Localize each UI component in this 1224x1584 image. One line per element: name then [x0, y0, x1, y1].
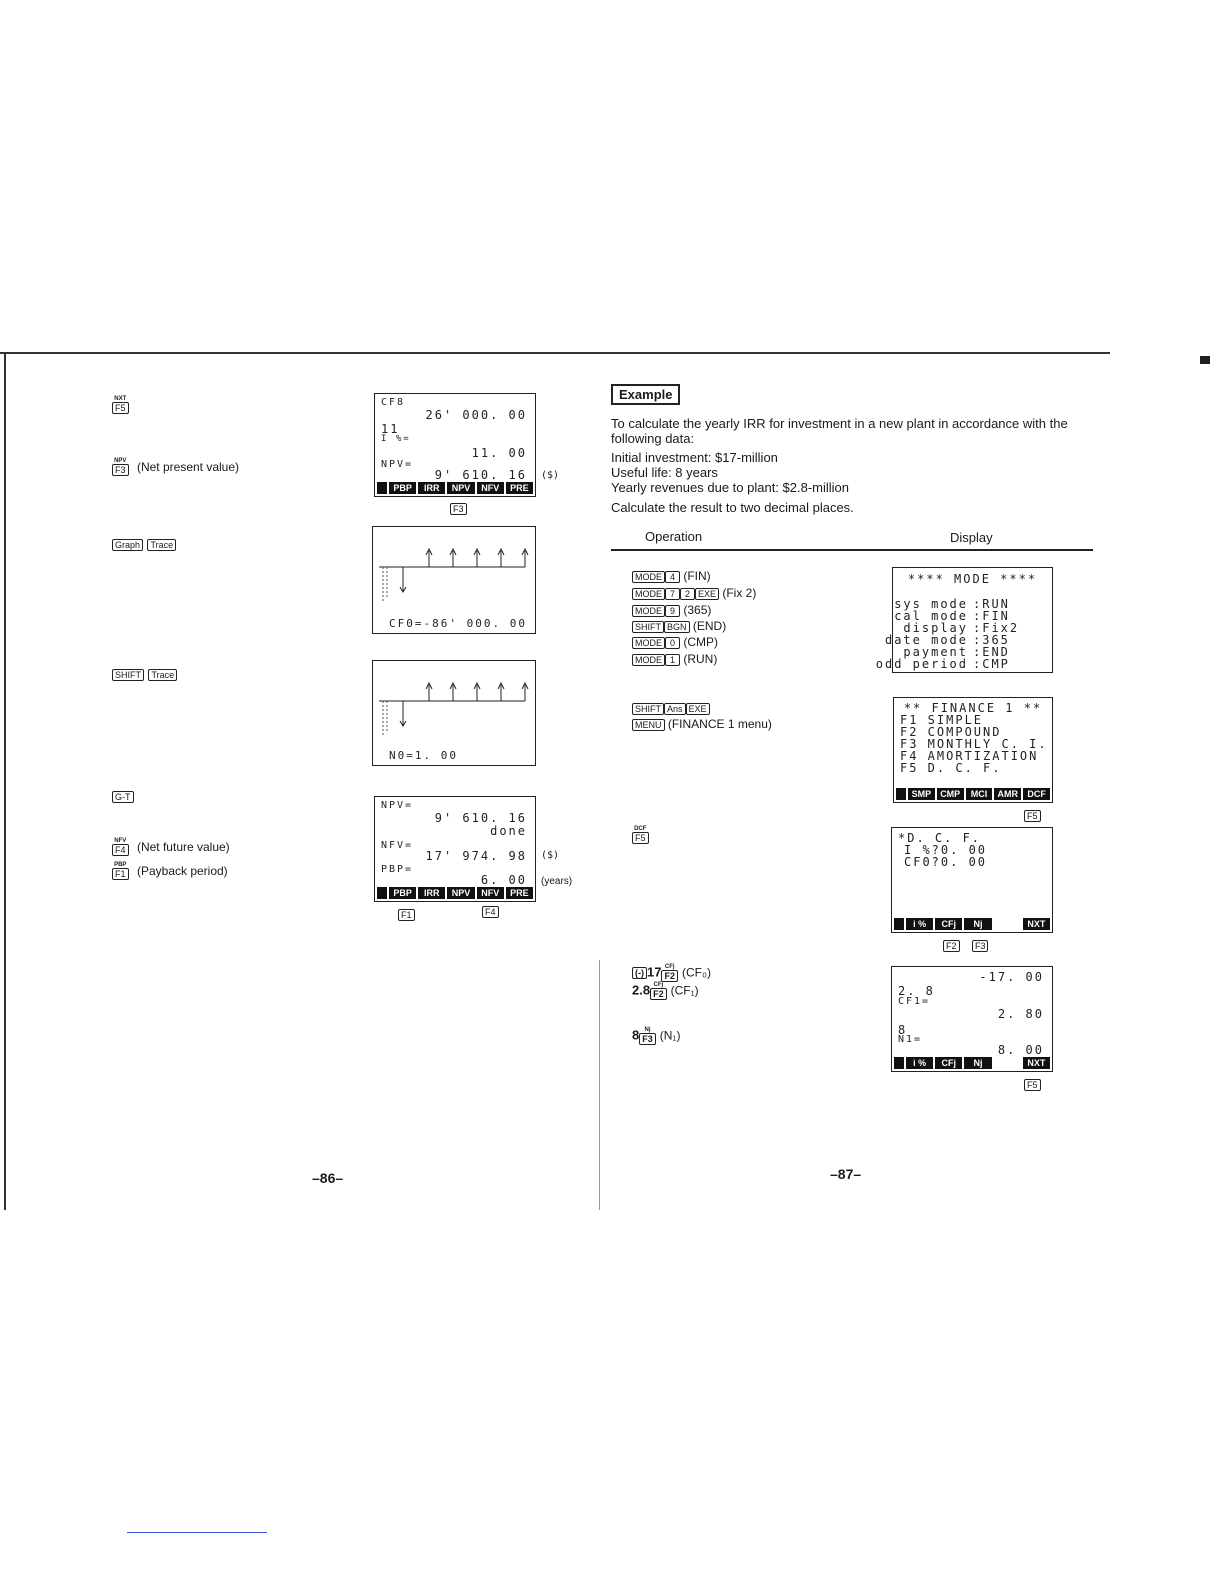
function-menu-bar	[377, 482, 533, 494]
lcd-nfv-pbp-result: NPV= 9' 610. 16 done NFV= 17' 974. 98 PBP= 6. 00 PBP IRR NPV NFV PRE	[374, 796, 536, 902]
step-pbp: PBP F1 (Payback period)	[112, 862, 228, 880]
function-menu-bar	[896, 788, 1050, 800]
lcd-cash-flow-entry: -17. 00 2. 8 CF1= 2. 80 8 N1= 8. 00 i % CFj Nj NXT	[891, 966, 1053, 1072]
op-cf0: (-) 17 CFj F2 (CF₀)	[632, 964, 711, 982]
data-line-investment: Initial investment: $17-million	[611, 450, 778, 465]
trace-key[interactable]: Trace	[147, 539, 176, 551]
menu-nj[interactable]: Nj	[964, 1057, 991, 1069]
mode-key[interactable]: MODE	[632, 571, 665, 583]
f3-key[interactable]: F3	[450, 503, 467, 515]
op-mode-fix: MODE 7 2 EXE (Fix 2)	[632, 586, 756, 600]
op-mode-0: MODE 0 (CMP)	[632, 635, 718, 649]
ans-key[interactable]: Ans	[664, 703, 686, 715]
column-header-operation: Operation	[645, 529, 703, 544]
step-graph-trace	[112, 536, 176, 554]
lcd-cash-flow-graph-1	[372, 526, 536, 634]
menu-key[interactable]: MENU	[632, 719, 665, 731]
menu-nxt[interactable]: NXT	[1023, 1057, 1050, 1069]
example-label: Example	[611, 384, 680, 405]
data-line-life: Useful life: 8 years	[611, 465, 718, 480]
bgn-key[interactable]: BGN	[664, 621, 690, 633]
bottom-link-line	[127, 1532, 267, 1533]
menu-pre[interactable]: PRE	[506, 887, 533, 899]
f2-key[interactable]: F2	[943, 940, 960, 952]
f4-key[interactable]: F4	[112, 844, 129, 856]
menu-mci[interactable]: MCI	[966, 788, 993, 800]
key-9[interactable]: 9	[665, 605, 680, 617]
function-menu-bar	[894, 918, 1050, 930]
step-gt	[112, 788, 134, 806]
f1-key[interactable]: F1	[112, 868, 129, 880]
menu-empty	[994, 918, 1021, 930]
unit-dollar: ($)	[541, 470, 560, 481]
graph-key[interactable]: Graph	[112, 539, 143, 551]
key-7[interactable]: 7	[665, 588, 680, 600]
menu-nfv[interactable]: NFV	[477, 887, 504, 899]
menu-pre[interactable]: PRE	[506, 482, 533, 494]
menu-cmp[interactable]: CMP	[937, 788, 964, 800]
fin-lcd-below-keys	[1024, 807, 1041, 825]
menu-nxt[interactable]: NXT	[1023, 918, 1050, 930]
menu-i-percent[interactable]: i %	[906, 918, 933, 930]
f5-key[interactable]: F5	[112, 402, 129, 414]
lcd-npv-result: CF8 26' 000. 00 11 I %= 11. 00 NPV= 9' 610. 16 PBP IRR NPV NFV PRE	[374, 393, 536, 497]
shift-key[interactable]: SHIFT	[112, 669, 144, 681]
data-line-revenue: Yearly revenues due to plant: $2.8-million	[611, 480, 849, 495]
shift-key[interactable]: SHIFT	[632, 621, 664, 633]
op-cf1: 2.8 CFj F2 (CF₁)	[632, 982, 699, 999]
lcd2-below-keys	[398, 906, 508, 924]
key-2[interactable]: 2	[680, 588, 695, 600]
step-npv-label: (Net present value)	[136, 460, 240, 474]
key-4[interactable]: 4	[665, 571, 680, 583]
menu-i-percent[interactable]: i %	[906, 1057, 933, 1069]
unit-years: (years)	[541, 876, 573, 887]
f3-key[interactable]: F3	[972, 940, 989, 952]
menu-nfv[interactable]: NFV	[477, 482, 504, 494]
menu-amr[interactable]: AMR	[994, 788, 1021, 800]
intro-text: To calculate the yearly IRR for investment in a new plant in accordance with the following data:	[611, 416, 1068, 446]
top-rule	[0, 352, 1110, 354]
function-menu-bar	[894, 1057, 1050, 1069]
unit-dollar: ($)	[541, 850, 560, 861]
page-number-left: –86–	[312, 1170, 344, 1186]
menu-pbp[interactable]: PBP	[389, 482, 416, 494]
step-nfv: NFV F4 (Net future value)	[112, 838, 230, 856]
mode-key[interactable]: MODE	[632, 605, 665, 617]
right-mark	[1200, 356, 1210, 364]
op-mode-4: MODE 4 (FIN)	[632, 569, 711, 583]
page-number-right: –87–	[830, 1166, 862, 1182]
left-border	[4, 352, 6, 1210]
exe-key[interactable]: EXE	[686, 703, 710, 715]
menu-irr[interactable]: IRR	[418, 482, 445, 494]
f2-key[interactable]: F2	[661, 970, 678, 982]
lcd-dcf-input: *D. C. F. I %?0. 00 CF0?0. 00 i % CFj Nj NXT	[891, 827, 1053, 933]
function-menu-bar	[377, 887, 533, 899]
mode-key[interactable]: MODE	[632, 654, 665, 666]
step-npv: NPV F3 (Net present value)	[112, 458, 239, 476]
mode-key[interactable]: MODE	[632, 588, 665, 600]
cash-flow-diagram	[373, 661, 535, 741]
step-shift-trace	[112, 666, 177, 684]
menu-cfj[interactable]: CFj	[935, 1057, 962, 1069]
dcf-lcd-below-keys	[943, 937, 988, 955]
cash-flow-diagram	[373, 527, 535, 607]
op-mode-9: MODE 9 (365)	[632, 603, 711, 617]
step-nxt: NXT F5	[112, 396, 133, 414]
menu-empty	[994, 1057, 1021, 1069]
header-rule	[611, 549, 1093, 551]
menu-cfj[interactable]: CFj	[935, 918, 962, 930]
f5-key[interactable]: F5	[1024, 1079, 1041, 1091]
menu-smp[interactable]: SMP	[908, 788, 935, 800]
menu-pbp[interactable]: PBP	[389, 887, 416, 899]
f3-key[interactable]: F3	[639, 1033, 656, 1045]
step-pbp-label: (Payback period)	[136, 864, 228, 878]
graph-n0-label: N0=1. 00	[389, 749, 458, 762]
op-shift-ans-exe	[632, 701, 710, 715]
trace-key[interactable]: Trace	[148, 669, 177, 681]
menu-nj[interactable]: Nj	[964, 918, 991, 930]
instruction-text: Calculate the result to two decimal places.	[611, 500, 854, 515]
center-fold	[599, 960, 600, 1210]
exe-key[interactable]: EXE	[695, 588, 719, 600]
f4-key[interactable]: F4	[482, 906, 499, 918]
f5-key[interactable]: F5	[1024, 810, 1041, 822]
lcd1-below-keys	[450, 500, 467, 518]
key-0[interactable]: 0	[665, 637, 680, 649]
op-mode-1: MODE 1 (RUN)	[632, 652, 717, 666]
lcd-finance-menu: ** FINANCE 1 ** F1 SIMPLE F2 COMPOUND F3 MONTHLY C. I. F4 AMORTIZATION F5 D. C. F. SMP CMP MCI AMR DCF	[893, 697, 1053, 803]
graph-cf0-label: CF0=-86' 000. 00	[389, 617, 527, 630]
f3-key[interactable]: F3	[112, 464, 129, 476]
menu-irr[interactable]: IRR	[418, 887, 445, 899]
f2-key[interactable]: F2	[650, 988, 667, 1000]
shift-key[interactable]: SHIFT	[632, 703, 664, 715]
menu-npv[interactable]: NPV	[447, 482, 474, 494]
key-1[interactable]: 1	[665, 654, 680, 666]
step-nfv-label: (Net future value)	[136, 840, 230, 854]
cf-lcd-below-keys	[1024, 1076, 1041, 1094]
g-t-key[interactable]: G-T	[112, 791, 134, 803]
op-menu: MENU (FINANCE 1 menu)	[632, 717, 772, 731]
f5-key[interactable]: F5	[632, 832, 649, 844]
op-n1: 8 Nj F3 (N₁)	[632, 1027, 681, 1044]
negative-key[interactable]: (-)	[632, 967, 647, 979]
mode-key[interactable]: MODE	[632, 637, 665, 649]
op-dcf: DCF F5	[632, 826, 653, 844]
menu-dcf[interactable]: DCF	[1023, 788, 1050, 800]
lcd-mode-settings: **** MODE **** sys mode :RUN cal mode :FIN display :Fix2 date mode :365 payment :END odd period :CMP	[892, 567, 1053, 673]
menu-npv[interactable]: NPV	[447, 887, 474, 899]
lcd-cash-flow-graph-2	[372, 660, 536, 766]
op-shift-bgn: SHIFT BGN (END)	[632, 619, 726, 633]
f1-key[interactable]: F1	[398, 909, 415, 921]
column-header-display: Display	[950, 530, 993, 545]
